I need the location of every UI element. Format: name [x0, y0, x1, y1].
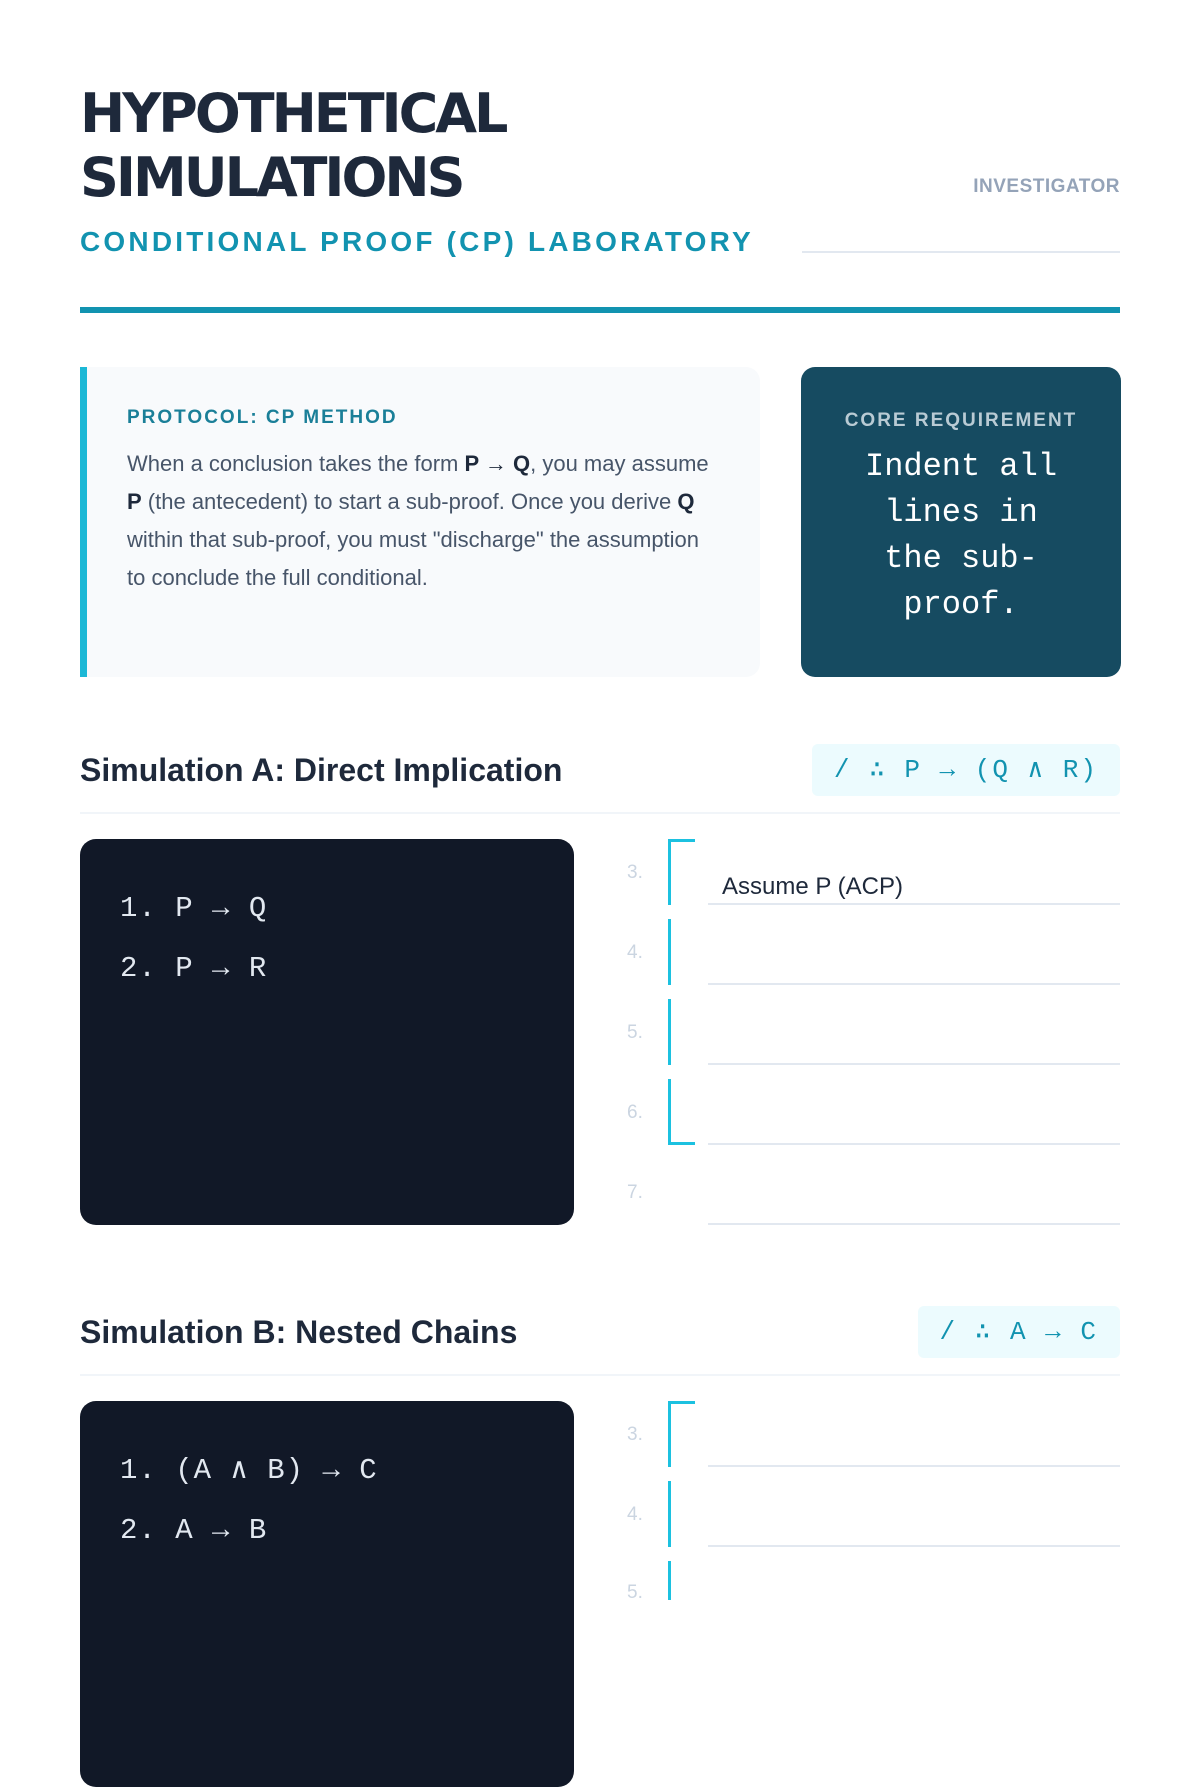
- premise-line: 1. P → Q: [120, 892, 268, 925]
- protocol-text: [127, 445, 720, 597]
- subproof-bar: [668, 839, 671, 905]
- protocol-text-part: , you may assume: [530, 451, 709, 476]
- core-requirement-text: Indent all lines in the sub-proof.: [864, 448, 1058, 623]
- simulation-b-goal: / ∴ A → C: [918, 1306, 1120, 1358]
- subproof-bar: [668, 1079, 671, 1145]
- line-number: 5.: [627, 1582, 643, 1603]
- proof-line-input[interactable]: [708, 903, 1120, 905]
- subproof-bracket-top: [668, 1401, 695, 1404]
- line-number: 5.: [627, 1022, 643, 1043]
- line-number: 3.: [627, 1424, 643, 1445]
- subproof-bracket-bottom: [668, 1142, 695, 1145]
- subproof-bar: [668, 1481, 671, 1547]
- core-requirement-title: CORE REQUIREMENT: [844, 410, 1078, 431]
- title-line-1: HYPOTHETICAL: [80, 82, 506, 145]
- line-number: 6.: [627, 1102, 643, 1123]
- protocol-emphasis: P → Q: [464, 451, 531, 476]
- proof-line-input[interactable]: [708, 1465, 1120, 1467]
- simulation-a-premises: [80, 839, 574, 1225]
- simulation-b-premises: [80, 1401, 574, 1787]
- premise-line: 2. A → B: [120, 1514, 268, 1547]
- page-subtitle: CONDITIONAL PROOF (CP) LABORATORY: [80, 226, 754, 257]
- premise-line: 2. P → R: [120, 952, 268, 985]
- page-title: [80, 82, 505, 210]
- protocol-card: [80, 367, 760, 677]
- protocol-text-part: (the antecedent) to start a sub-proof. Once you derive: [141, 489, 678, 514]
- simulation-b-title: Simulation B: Nested Chains: [80, 1314, 518, 1350]
- subproof-bar: [668, 1401, 671, 1467]
- proof-line-input[interactable]: [708, 983, 1120, 985]
- premise-line: 1. (A ∧ B) → C: [120, 1454, 378, 1487]
- line-number: 7.: [627, 1182, 643, 1203]
- core-requirement-card: [801, 367, 1121, 677]
- header-divider: [80, 307, 1120, 313]
- line-number: 4.: [627, 942, 643, 963]
- proof-line-input[interactable]: [708, 1063, 1120, 1065]
- investigator-signature-line[interactable]: [802, 251, 1120, 253]
- simulation-b-header: [80, 1306, 1120, 1376]
- proof-line-input[interactable]: [708, 1223, 1120, 1225]
- simulation-a-title: Simulation A: Direct Implication: [80, 752, 563, 788]
- subproof-bar: [668, 999, 671, 1065]
- simulation-a-header: [80, 744, 1120, 814]
- simulation-a-goal: / ∴ P → (Q ∧ R): [812, 744, 1120, 796]
- proof-line-entry: Assume P (ACP): [722, 873, 903, 900]
- investigator-label: INVESTIGATOR: [973, 176, 1120, 197]
- protocol-text-part: within that sub-proof, you must "discharge" the assumption to conclude the full conditional.: [127, 527, 700, 590]
- protocol-text-part: When a conclusion takes the form: [127, 451, 465, 476]
- line-number: 3.: [627, 862, 643, 883]
- line-number: 4.: [627, 1504, 643, 1525]
- subproof-bar: [668, 1561, 671, 1600]
- protocol-title: PROTOCOL: CP METHOD: [127, 407, 398, 428]
- title-line-2: SIMULATIONS: [80, 146, 463, 209]
- proof-line-input[interactable]: [708, 1545, 1120, 1547]
- protocol-emphasis: P: [127, 489, 142, 514]
- subproof-bracket-top: [668, 839, 695, 842]
- protocol-emphasis: Q: [677, 489, 695, 514]
- proof-line-input[interactable]: [708, 1143, 1120, 1145]
- subproof-bar: [668, 919, 671, 985]
